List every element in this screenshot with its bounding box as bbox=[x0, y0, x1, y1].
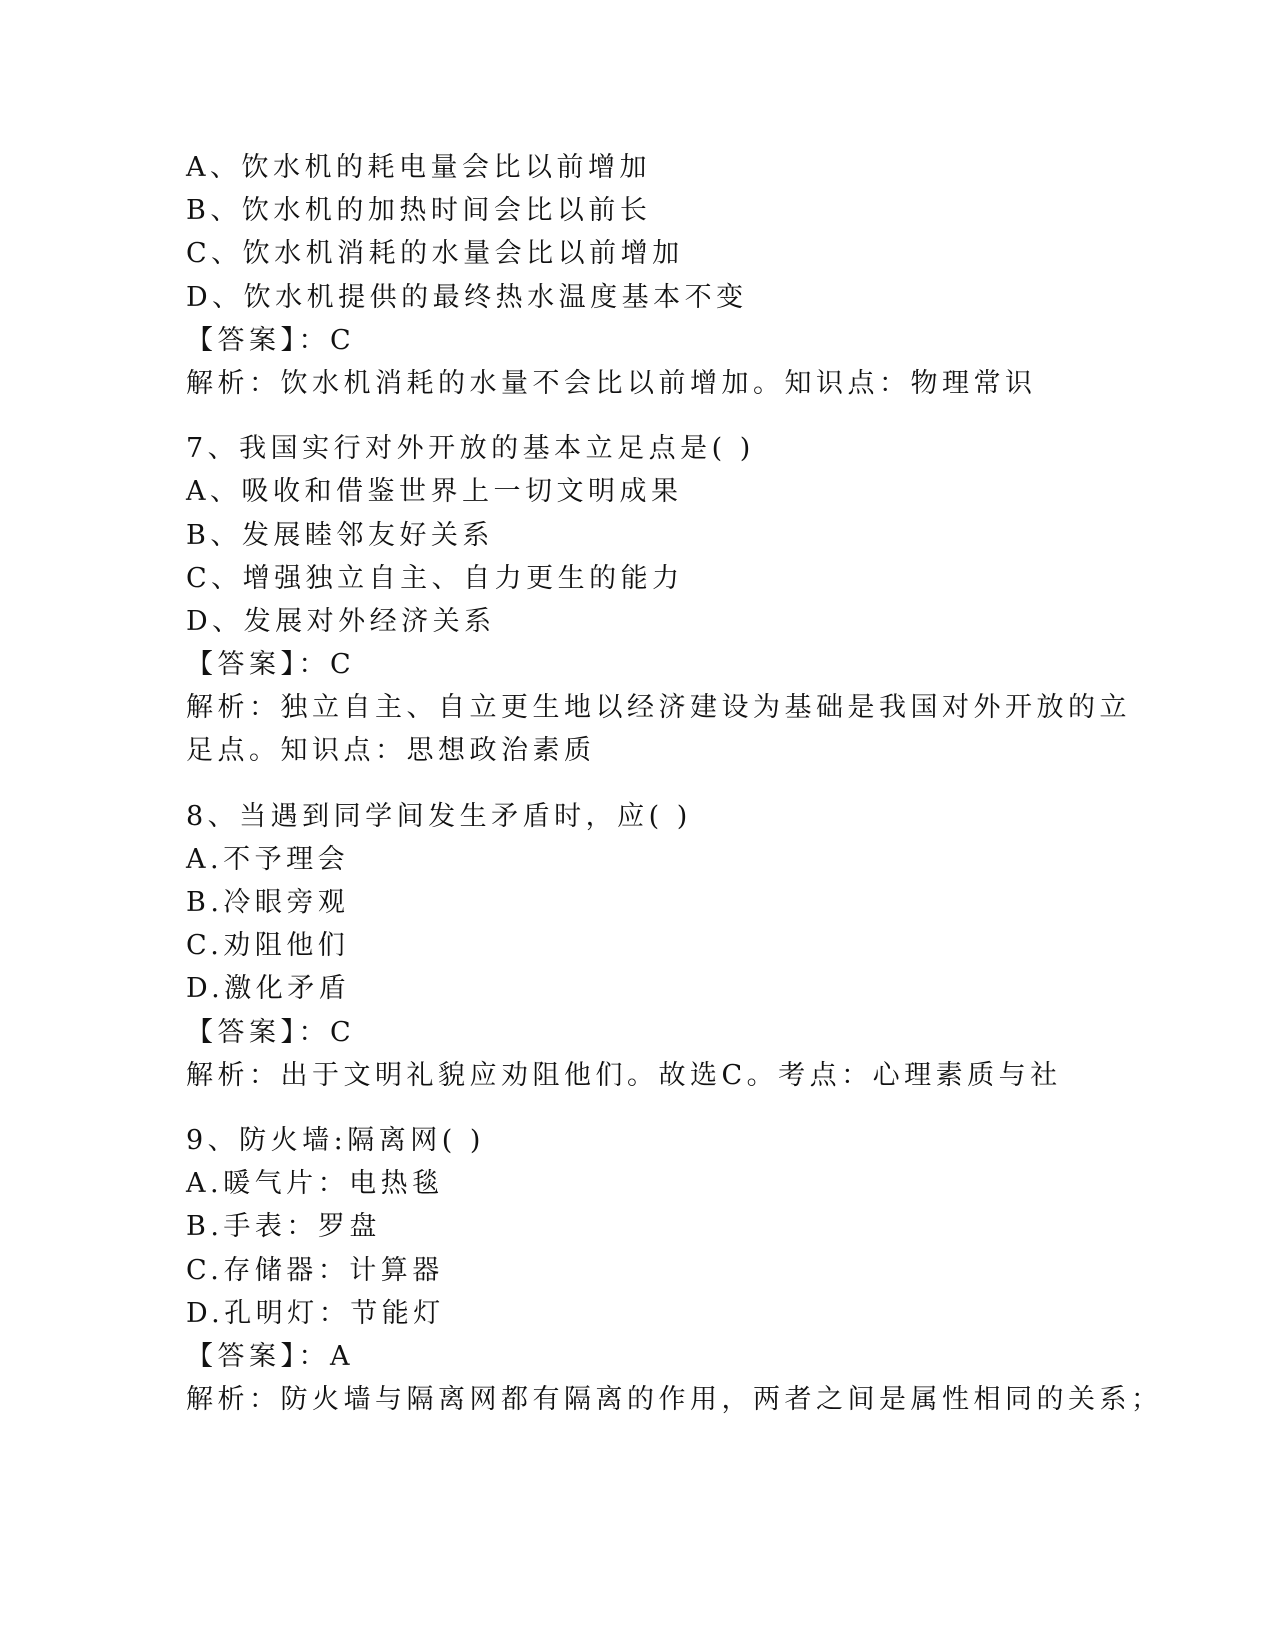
option-a: A.不予理会 bbox=[186, 843, 350, 875]
question-stem: 8、当遇到同学间发生矛盾时，应( ) bbox=[186, 800, 692, 832]
option-a: A.暖气片：电热毯 bbox=[186, 1168, 444, 1200]
explanation-line: 解析：防火墙与隔离网都有隔离的作用，两者之间是属性相同的关系； bbox=[186, 1384, 1163, 1416]
question-stem: 9、防火墙:隔离网( ) bbox=[186, 1124, 485, 1156]
answer-line: 【答案】：C bbox=[186, 649, 356, 681]
option-c: C.劝阻他们 bbox=[186, 930, 350, 962]
block-spacer bbox=[186, 773, 1086, 795]
explanation-line: 解析：出于文明礼貌应劝阻他们。故选C。考点：心理素质与社 bbox=[186, 1059, 1062, 1091]
option-c: C.存储器：计算器 bbox=[186, 1254, 444, 1286]
explanation-line: 解析：饮水机消耗的水量不会比以前增加。知识点：物理常识 bbox=[186, 367, 1037, 399]
answer-line: 【答案】：C bbox=[186, 324, 356, 356]
option-c: C、饮水机消耗的水量会比以前增加 bbox=[186, 238, 684, 270]
option-a: A、饮水机的耗电量会比以前增加 bbox=[186, 152, 651, 183]
option-d: D.孔明灯：节能灯 bbox=[186, 1297, 445, 1329]
block-spacer bbox=[186, 1097, 1086, 1119]
option-b: B、饮水机的加热时间会比以前长 bbox=[186, 195, 652, 227]
option-c: C、增强独立自主、自力更生的能力 bbox=[186, 562, 684, 594]
option-a: A、吸收和借鉴世界上一切文明成果 bbox=[186, 476, 683, 508]
question-stem: 7、我国实行对外开放的基本立足点是( ) bbox=[186, 433, 755, 465]
page-content bbox=[186, 146, 1163, 1421]
explanation-line: 解析：独立自主、自立更生地以经济建设为基础是我国对外开放的立 bbox=[186, 692, 1131, 724]
option-d: D.激化矛盾 bbox=[186, 973, 351, 1005]
option-b: B.手表：罗盘 bbox=[186, 1211, 381, 1243]
question-8-block bbox=[186, 795, 1086, 1097]
explanation-line-continued: 足点。知识点：思想政治素质 bbox=[186, 735, 596, 767]
answer-line: 【答案】：C bbox=[186, 1016, 356, 1048]
option-d: D、饮水机提供的最终热水温度基本不变 bbox=[186, 281, 748, 313]
question-6-block bbox=[186, 146, 1086, 405]
question-7-block bbox=[186, 427, 1131, 773]
option-d: D、发展对外经济关系 bbox=[186, 605, 496, 637]
option-b: B.冷眼旁观 bbox=[186, 887, 350, 918]
option-b: B、发展睦邻友好关系 bbox=[186, 519, 494, 551]
question-9-block bbox=[186, 1119, 1163, 1421]
block-spacer bbox=[186, 405, 1086, 427]
answer-line: 【答案】：A bbox=[186, 1340, 354, 1372]
